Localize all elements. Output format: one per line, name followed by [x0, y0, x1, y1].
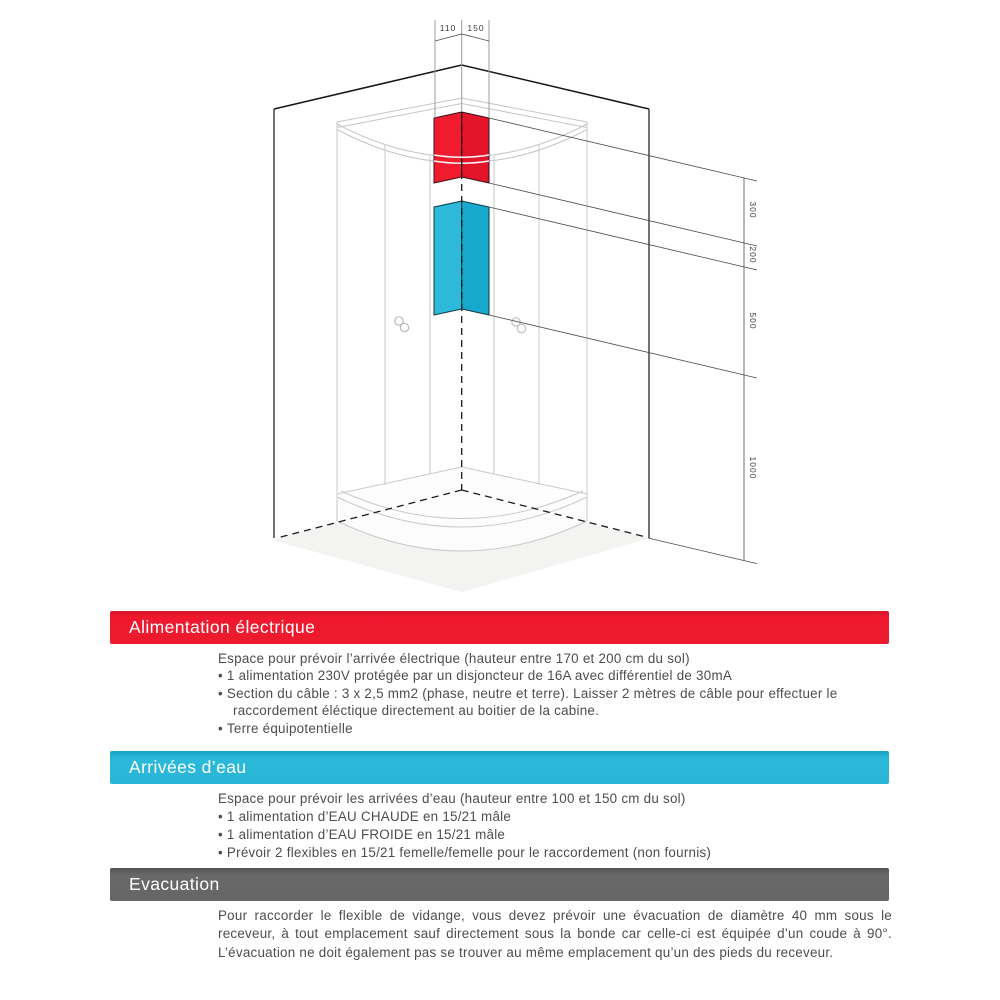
- electrical-banner: [110, 611, 889, 644]
- electrical-title: Alimentation électrique: [129, 617, 316, 637]
- electrical-intro: Espace pour prévoir l’arrivée électrique (hauteur entre 170 et 200 cm du sol): [218, 651, 690, 666]
- electrical-bullet: • Section du câble : 3 x 2,5 mm2 (phase, neutre et terre). Laisser 2 mètres de câble pour effectuer le raccordement éléctique directement au boitier de la cabine.: [218, 685, 892, 720]
- dimension-labels: [748, 201, 758, 479]
- evacuation-title: Evacuation: [129, 874, 220, 894]
- dim-label-500: 500: [748, 312, 758, 330]
- electrical-bullet: • Terre équipotentielle: [218, 720, 892, 737]
- wall-right: [462, 65, 649, 538]
- water-banner: [110, 751, 889, 784]
- water-intro: Espace pour prévoir les arrivées d’eau (hauteur entre 100 et 150 cm du sol): [218, 791, 686, 806]
- evacuation-text-block: [218, 907, 892, 962]
- water-bullet: • 1 alimentation d’EAU CHAUDE en 15/21 mâle: [218, 808, 892, 826]
- dim-label-1000: 1000: [748, 456, 758, 480]
- water-bullet: • 1 alimentation d’EAU FROIDE en 15/21 mâle: [218, 826, 892, 844]
- water-title: Arrivées d’eau: [129, 757, 247, 777]
- evacuation-banner: [110, 868, 889, 901]
- dim-label-300: 300: [748, 201, 758, 219]
- electrical-text-block: [218, 650, 892, 737]
- dim-label-200: 200: [748, 246, 758, 264]
- top-dim-label-150: 150: [467, 23, 485, 33]
- water-text-block: [218, 790, 892, 862]
- water-bullet: • Prévoir 2 flexibles en 15/21 femelle/femelle pour le raccordement (non fournis): [218, 844, 892, 862]
- top-dim-label-110: 110: [439, 23, 457, 33]
- electrical-bullet: • 1 alimentation 230V protégée par un disjoncteur de 16A avec différentiel de 30mA: [218, 667, 892, 684]
- evacuation-paragraph: Pour raccorder le flexible de vidange, vous devez prévoir une évacuation de diamètre 40 mm sous le receveur, à tout emplacement sauf directement sous la bonde car celle-ci est équipée d’un coude à 90°. L’évacuation ne doit également pas se trouver au même emplacement qu’un des pieds du receveur.: [218, 908, 892, 960]
